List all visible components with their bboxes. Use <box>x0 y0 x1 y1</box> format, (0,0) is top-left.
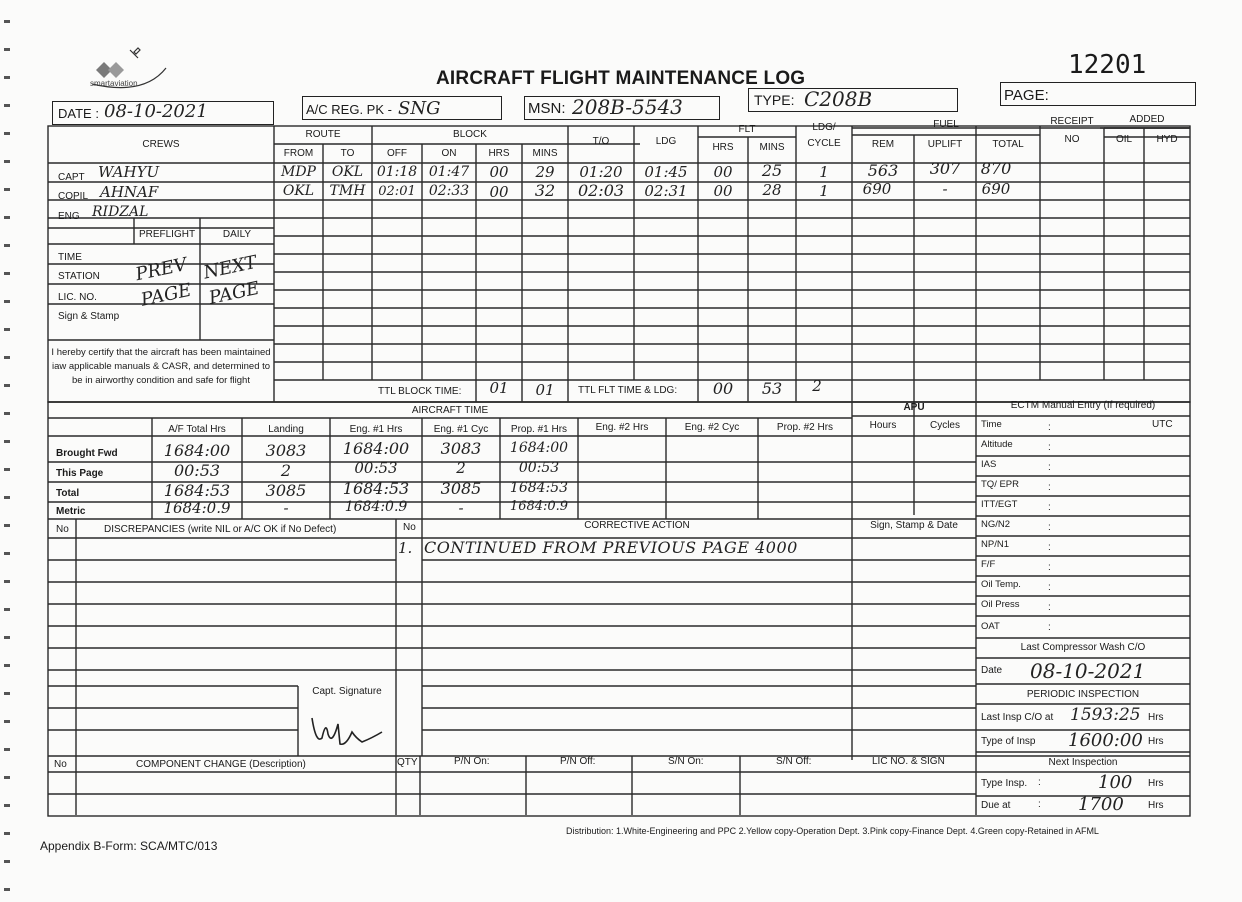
flight2-hrs: 00 <box>489 183 509 201</box>
tp-eng1-hrs[interactable]: 00:53 <box>354 459 398 477</box>
ttl-block-mins: 01 <box>535 381 555 399</box>
prop1-hrs-header: Prop. #1 Hrs <box>510 424 568 435</box>
lic-no-label: LIC. NO. <box>58 292 97 303</box>
receipt-header: RECEIPT <box>1050 116 1094 127</box>
flight1-to: OKL <box>331 164 364 180</box>
ectm-ff: F/F <box>981 559 996 570</box>
brought-fwd-label: Brought Fwd <box>56 448 118 459</box>
ectm-ias: IAS <box>981 459 997 470</box>
eng-label: ENG <box>58 211 80 222</box>
flight2-takeoff: 02:03 <box>577 181 625 200</box>
distribution-note: Distribution: 1.White-Engineering and PPC 2.Yellow copy-Operation Dept. 3.Pink copy-Finance Dept. 4.Green copy-Retained in AFML <box>566 826 1099 836</box>
msn-label: MSN: <box>528 100 566 117</box>
ectm-np-n1: NP/N1 <box>981 539 1009 550</box>
disc-no-header: No <box>56 524 69 535</box>
periodic-inspection-title: PERIODIC INSPECTION <box>1026 689 1140 700</box>
flt-hrs-header: HRS <box>712 142 734 153</box>
type-insp-hrs: Hrs <box>1148 736 1164 747</box>
type-insp-label: Type of Insp <box>981 736 1036 747</box>
sn-off-header: S/N Off: <box>776 756 812 767</box>
sign-stamp-date-header: Sign, Stamp & Date <box>870 520 958 531</box>
ectm-altitude: Altitude <box>981 439 1013 450</box>
rem-header: REM <box>871 139 895 150</box>
metric-prop1-hrs[interactable]: 1684:0.9 <box>509 499 569 514</box>
sign-stamp-label: Sign & Stamp <box>58 311 120 322</box>
ectm-oat: OAT <box>981 621 1000 632</box>
ttl-ldg: 2 <box>812 377 822 395</box>
metric-eng1-hrs[interactable]: 1684:0.9 <box>344 499 408 515</box>
ttl-flt-label: TTL FLT TIME & LDG: <box>578 385 678 396</box>
bf-landing[interactable]: 3083 <box>265 441 307 460</box>
flight2-from: OKL <box>282 183 315 199</box>
flight2-on: 02:33 <box>428 183 470 199</box>
hyd-header: HYD <box>1156 134 1178 145</box>
corrective-entry-no[interactable]: 1. <box>398 539 413 557</box>
reg-value: SNG <box>398 98 441 119</box>
qty-header: QTY <box>397 757 418 768</box>
comp-no-header: No <box>54 759 67 770</box>
flight2-to: TMH <box>329 183 366 199</box>
ectm-oil-press: Oil Press <box>981 599 1020 610</box>
station-label: STATION <box>58 271 100 282</box>
ectm-utc: UTC <box>1152 419 1173 430</box>
flight2-flt-hrs: 00 <box>713 182 733 200</box>
form-number: 12201 <box>1068 50 1147 80</box>
flight1-takeoff: 01:20 <box>579 163 623 181</box>
next-inspection-title: Next Inspection <box>1048 757 1118 768</box>
apu-hours-header: Hours <box>869 420 897 431</box>
due-at-colon: : <box>1038 799 1041 810</box>
preflight-prev-page: PREV PAGE <box>133 253 194 311</box>
flight1-cycle: 1 <box>819 163 829 181</box>
tp-eng1-cyc[interactable]: 2 <box>456 459 466 477</box>
flight1-rem: 563 <box>867 161 899 180</box>
next-type-value[interactable]: 100 <box>1098 772 1133 793</box>
corrective-action-header: CORRECTIVE ACTION <box>584 520 690 531</box>
date-label: DATE : <box>58 106 99 121</box>
ttl-flt-mins: 53 <box>761 379 783 398</box>
pn-on-header: P/N On: <box>454 756 490 767</box>
flight1-on: 01:47 <box>428 164 470 180</box>
page-label: PAGE: <box>1004 87 1049 104</box>
eng2-cyc-header: Eng. #2 Cyc <box>684 422 740 433</box>
appendix-label: Appendix B-Form: SCA/MTC/013 <box>40 839 218 853</box>
total-landing[interactable]: 3085 <box>265 481 307 500</box>
type-label: TYPE: <box>754 92 795 108</box>
daily-next-page: NEXT PAGE <box>201 251 262 309</box>
eng2-hrs-header: Eng. #2 Hrs <box>595 422 649 433</box>
lic-sign-header: LIC NO. & SIGN <box>872 756 945 767</box>
last-insp-label: Last Insp C/O at <box>981 712 1054 723</box>
sn-on-header: S/N On: <box>668 756 704 767</box>
total-eng1-cyc[interactable]: 3085 <box>440 479 482 498</box>
last-insp-value[interactable]: 1593:25 <box>1070 705 1141 725</box>
uplift-header: UPLIFT <box>927 139 963 150</box>
metric-landing[interactable]: - <box>283 499 289 517</box>
ttl-block-label: TTL BLOCK TIME: <box>378 386 462 397</box>
total-af-total[interactable]: 1684:53 <box>163 481 231 500</box>
route-header: ROUTE <box>305 129 341 140</box>
total-prop1-hrs[interactable]: 1684:53 <box>509 480 569 496</box>
bf-af-total[interactable]: 1684:00 <box>163 441 231 460</box>
flight2-uplift: - <box>942 180 948 198</box>
prop2-hrs-header: Prop. #2 Hrs <box>776 422 834 433</box>
from-header: FROM <box>283 148 314 159</box>
type-value: C208B <box>804 87 873 111</box>
flight1-hrs: 00 <box>489 163 509 181</box>
bf-eng1-cyc[interactable]: 3083 <box>440 439 482 458</box>
total-label: Total <box>56 488 80 499</box>
pn-off-header: P/N Off: <box>560 756 596 767</box>
capt-name[interactable]: WAHYU <box>98 163 160 181</box>
ectm-itt-egt: ITT/EGT <box>981 499 1018 510</box>
crews-header: CREWS <box>142 139 180 150</box>
flight2-cycle: 1 <box>819 182 829 200</box>
wash-date-value[interactable]: 08-10-2021 <box>1030 659 1146 683</box>
copil-label: COPIL <box>58 191 89 202</box>
metric-af-total[interactable]: 1684:0.9 <box>163 499 231 517</box>
eng1-hrs-header: Eng. #1 Hrs <box>349 424 403 435</box>
af-total-hrs-header: A/F Total Hrs <box>168 424 226 435</box>
corrective-entry-text[interactable]: CONTINUED FROM PREVIOUS PAGE 4000 <box>424 538 798 557</box>
off-header: OFF <box>387 148 407 159</box>
time-label: TIME <box>58 252 82 263</box>
ectm-time: Time <box>981 419 1002 430</box>
msn-value: 208B-5543 <box>572 95 683 119</box>
date-value: 08-10-2021 <box>104 101 208 122</box>
wash-date-label: Date <box>981 665 1003 676</box>
bf-prop1-hrs[interactable]: 1684:00 <box>509 440 569 456</box>
tp-landing[interactable]: 2 <box>280 461 292 480</box>
flight1-total: 870 <box>980 159 1012 178</box>
next-type-label: Type Insp. <box>981 778 1028 789</box>
ectm-colons: : : : : : : : : : : : <box>1048 422 1051 633</box>
receipt-no-header: NO <box>1064 134 1080 145</box>
aircraft-time-title: AIRCRAFT TIME <box>411 405 489 416</box>
flight1-flt-hrs: 00 <box>713 163 733 181</box>
reg-label: A/C REG. PK - <box>306 102 392 117</box>
capt-signature-label: Capt. Signature <box>312 686 382 697</box>
ldg-cycle-header-1: LDG/ <box>812 122 836 133</box>
preflight-header: PREFLIGHT <box>138 229 196 240</box>
bf-eng1-hrs[interactable]: 1684:00 <box>342 439 410 458</box>
ttl-block-hrs: 01 <box>489 379 509 397</box>
next-type-colon: : <box>1038 777 1041 788</box>
apu-cycles-header: Cycles <box>929 420 960 431</box>
daily-header: DAILY <box>222 229 252 240</box>
this-page-label: This Page <box>56 468 104 479</box>
flight1-flt-mins: 25 <box>761 161 783 180</box>
landing-header: Landing <box>268 424 304 435</box>
mins-header: MINS <box>532 148 558 159</box>
form-title: AIRCRAFT FLIGHT MAINTENANCE LOG <box>436 68 806 89</box>
flight1-uplift: 307 <box>929 159 961 178</box>
ectm-oil-temp: Oil Temp. <box>981 579 1021 590</box>
ectm-title: ECTM Manual Entry (If required) <box>1010 400 1156 411</box>
ldg-header: LDG <box>655 136 677 147</box>
flight1-off: 01:18 <box>376 164 418 180</box>
metric-eng1-cyc[interactable]: - <box>458 499 464 517</box>
flight1-ldg: 01:45 <box>644 163 688 181</box>
flight2-flt-mins: 28 <box>762 181 782 199</box>
flight2-rem: 690 <box>862 180 892 198</box>
disc-title: DISCREPANCIES (write NIL or A/C OK if No Defect) <box>104 524 337 535</box>
component-change-title: COMPONENT CHANGE (Description) <box>136 759 306 770</box>
compressor-wash-title: Last Compressor Wash C/O <box>1020 642 1146 653</box>
oil-header: OIL <box>1115 134 1133 145</box>
capt-signature-mark <box>306 708 390 752</box>
ttl-flt-hrs: 00 <box>712 379 734 398</box>
flt-mins-header: MINS <box>759 142 785 153</box>
flight2-total: 690 <box>981 180 1011 198</box>
fuel-header: FUEL <box>933 119 959 130</box>
corr-no-header: No <box>403 522 416 533</box>
tp-prop1-hrs[interactable]: 00:53 <box>518 460 560 476</box>
block-header: BLOCK <box>453 129 487 140</box>
total-header: TOTAL <box>992 139 1024 150</box>
due-at-label: Due at <box>981 800 1011 811</box>
flight1-from: MDP <box>281 164 316 180</box>
certify-statement: I hereby certify that the aircraft has been maintained iaw applicable manuals & CASR, and determined to be in airworthy condition and safe for flight <box>51 347 271 386</box>
ectm-tq-epr: TQ/ EPR <box>981 479 1020 490</box>
eng-name[interactable]: RIDZAL <box>92 204 149 220</box>
added-header: ADDED <box>1129 114 1165 125</box>
flight2-ldg: 02:31 <box>644 182 688 200</box>
flight1-mins: 29 <box>535 163 555 181</box>
capt-label: CAPT <box>58 172 85 183</box>
logo-text: smartaviation <box>90 79 138 88</box>
due-at-hrs: Hrs <box>1148 800 1164 811</box>
total-eng1-hrs[interactable]: 1684:53 <box>342 479 410 498</box>
tp-af-total[interactable]: 00:53 <box>173 461 221 480</box>
to-header: TO <box>340 148 355 159</box>
type-insp-value[interactable]: 1600:00 <box>1068 730 1143 751</box>
eng1-cyc-header: Eng. #1 Cyc <box>433 424 489 435</box>
flight2-off: 02:01 <box>378 184 416 199</box>
ectm-ng-n2: NG/N2 <box>981 519 1011 530</box>
apu-title: APU <box>903 402 925 413</box>
takeoff-header: T/O <box>592 136 610 147</box>
due-at-value[interactable]: 1700 <box>1078 794 1124 815</box>
last-insp-hrs: Hrs <box>1148 712 1164 723</box>
metric-label: Metric <box>56 506 86 517</box>
flt-header: FLT <box>738 124 756 135</box>
on-header: ON <box>441 148 457 159</box>
hrs-header: HRS <box>488 148 510 159</box>
next-type-hrs: Hrs <box>1148 778 1164 789</box>
flight2-mins: 32 <box>534 181 556 200</box>
ldg-cycle-header-2: CYCLE <box>807 138 841 149</box>
copil-name[interactable]: AHNAF <box>100 183 159 201</box>
